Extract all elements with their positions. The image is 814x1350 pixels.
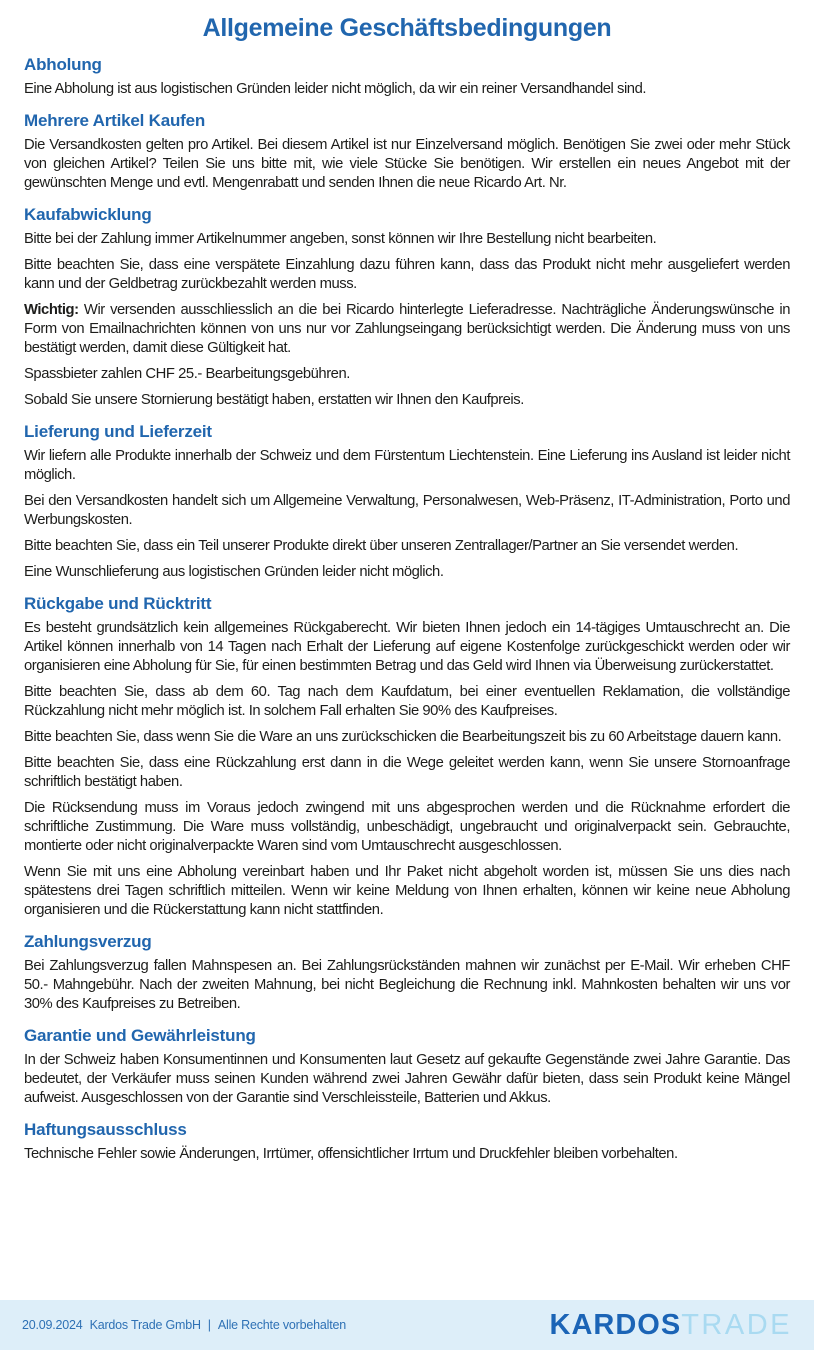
section-heading: Mehrere Artikel Kaufen [24,111,206,130]
paragraph: Die Rücksendung muss im Voraus jedoch zwingend mit uns abgesprochen werden und die Rücknahme erfordert die schriftliche Zustimmung. Die Ware muss vollständig, unbeschädigt, ungebraucht und originalverpackt sein. Gebrauchte, montierte oder nicht originalverpackte Waren sind vom Umtauschrecht ausgeschlossen. [24,800,790,854]
section-haftungsausschluss [24,1120,790,1164]
sections-container [24,55,790,1164]
paragraph: Bitte beachten Sie, dass ein Teil unserer Produkte direkt über unseren Zentrallager/Partner an Sie versendet werden. [24,538,739,554]
section-heading: Zahlungsverzug [24,932,152,951]
paragraph: Bitte beachten Sie, dass eine Rückzahlung erst dann in die Wege geleitet werden kann, wenn Sie unsere Stornoanfrage schriftlich bestätigt haben. [24,755,790,790]
section-kaufabwicklung [24,205,790,410]
section-heading: Lieferung und Lieferzeit [24,422,212,441]
paragraph: Wir liefern alle Produkte innerhalb der Schweiz und dem Fürstentum Liechtenstein. Eine Lieferung ins Ausland ist leider nicht möglich. [24,448,790,483]
paragraph: Wichtig: Wir versenden ausschliesslich an die bei Ricardo hinterlegte Lieferadresse. Nachträgliche Änderungswünsche in Form von Emailnachrichten können von uns nur vor Zahlungseingang berücksichtigt werden. Die Änderung muss von uns bestätigt werden, damit diese Gültigkeit hat. [24,302,790,356]
section-mehrere-artikel-kaufen [24,111,790,193]
paragraph: Technische Fehler sowie Änderungen, Irrtümer, offensichtlicher Irrtum und Druckfehler bleiben vorbehalten. [24,1146,678,1162]
section-heading: Rückgabe und Rücktritt [24,594,212,613]
section-heading: Haftungsausschluss [24,1120,187,1139]
paragraph: Es besteht grundsätzlich kein allgemeines Rückgaberecht. Wir bieten Ihnen jedoch ein 14-tägiges Umtauschrecht an. Die Artikel können innerhalb von 14 Tagen nach Erhalt der Lieferung auf eigene Kostenfolge zurückgeschickt werden oder wir organisieren eine Abholung für Sie, für einen bestimmten Betrag und das Geld wird Ihnen via Überweisung zurückerstattet. [24,620,790,674]
section-r-ckgabe-und-r-cktritt [24,594,790,920]
footer-company: Kardos Trade GmbH [89,1318,201,1332]
footer-meta [22,1318,346,1332]
section-lieferung-und-lieferzeit [24,422,790,582]
section-abholung [24,55,790,99]
paragraph: Die Versandkosten gelten pro Artikel. Bei diesem Artikel ist nur Einzelversand möglich. Benötigen Sie zwei oder mehr Stück von gleichen Artikel? Teilen Sie uns bitte mit, wie viele Stücke Sie benötigen. Wir erstellen ein neues Angebot mit der gewünschten Menge und evtl. Mengenrabatt und senden Ihnen die neue Ricardo Art. Nr. [24,137,790,191]
section-garantie-und-gew-hrleistung [24,1026,790,1108]
paragraph: Eine Abholung ist aus logistischen Gründen leider nicht möglich, da wir ein reiner Versandhandel sind. [24,81,647,97]
section-heading: Kaufabwicklung [24,205,152,224]
kardos-trade-logo [550,1309,792,1342]
footer-separator: | [207,1318,211,1332]
paragraph: Bitte beachten Sie, dass ab dem 60. Tag nach dem Kaufdatum, bei einer eventuellen Reklamation, die vollständige Rückzahlung nicht mehr möglich ist. In solchem Fall erhalten Sie 90% des Kaufpreises. [24,684,790,719]
footer-rights: Alle Rechte vorbehalten [217,1318,346,1332]
paragraph: Bitte beachten Sie, dass eine verspätete Einzahlung dazu führen kann, dass das Produkt nicht mehr ausgeliefert werden kann und der Geldbetrag zurückbezahlt werden muss. [24,257,790,292]
paragraph: Wenn Sie mit uns eine Abholung vereinbart haben und Ihr Paket nicht abgeholt worden ist, müssen Sie uns dies nach spätestens drei Tagen schriftlich mitteilen. Wenn wir keine Meldung von Ihnen erhalten, können wir keine neue Abholung organisieren und die Rückerstattung kann nicht stattfinden. [24,864,790,918]
paragraph: Bei den Versandkosten handelt sich um Allgemeine Verwaltung, Personalwesen, Web-Präsenz, IT-Administration, Porto und Werbungskosten. [24,493,790,528]
paragraph: Spassbieter zahlen CHF 25.- Bearbeitungsgebühren. [24,366,350,382]
paragraph: Bei Zahlungsverzug fallen Mahnspesen an. Bei Zahlungsrückständen mahnen wir zunächst per E-Mail. Wir erheben CHF 50.- Mahngebühr. Nach der zweiten Mahnung, bei nicht Begleichung die Rechnung inkl. Mahnkosten behalten wir uns vor 30% des Kaufpreises zu Betreiben. [24,958,790,1012]
paragraph: Bitte bei der Zahlung immer Artikelnummer angeben, sonst können wir Ihre Bestellung nicht bearbeiten. [24,231,657,247]
section-zahlungsverzug [24,932,790,1014]
paragraph: Eine Wunschlieferung aus logistischen Gründen leider nicht möglich. [24,564,444,580]
section-heading: Abholung [24,55,102,74]
paragraph: Bitte beachten Sie, dass wenn Sie die Ware an uns zurückschicken die Bearbeitungszeit bis zu 60 Arbeitstage dauern kann. [24,729,782,745]
section-heading: Garantie und Gewährleistung [24,1026,256,1045]
paragraph: In der Schweiz haben Konsumentinnen und Konsumenten laut Gesetz auf gekaufte Gegenstände zwei Jahre Garantie. Das bedeutet, der Verkäufer muss seinen Kunden während zwei Jahren Gewähr dafür bieten, dass sein Produkt keine Mängel aufweist. Ausgeschlossen von der Garantie sind Verschleissteile, Batterien und Akkus. [24,1052,790,1106]
logo-kardos-text: KARDOS [549,1308,682,1341]
footer-date: 20.09.2024 [22,1318,83,1332]
logo-trade-text: TRADE [681,1308,792,1341]
page-footer [0,1300,814,1350]
paragraph: Sobald Sie unsere Stornierung bestätigt haben, erstatten wir Ihnen den Kaufpreis. [24,392,524,408]
page-title: Allgemeine Geschäftsbedingungen [202,14,612,42]
paragraph-lead: Wichtig: [24,302,79,318]
